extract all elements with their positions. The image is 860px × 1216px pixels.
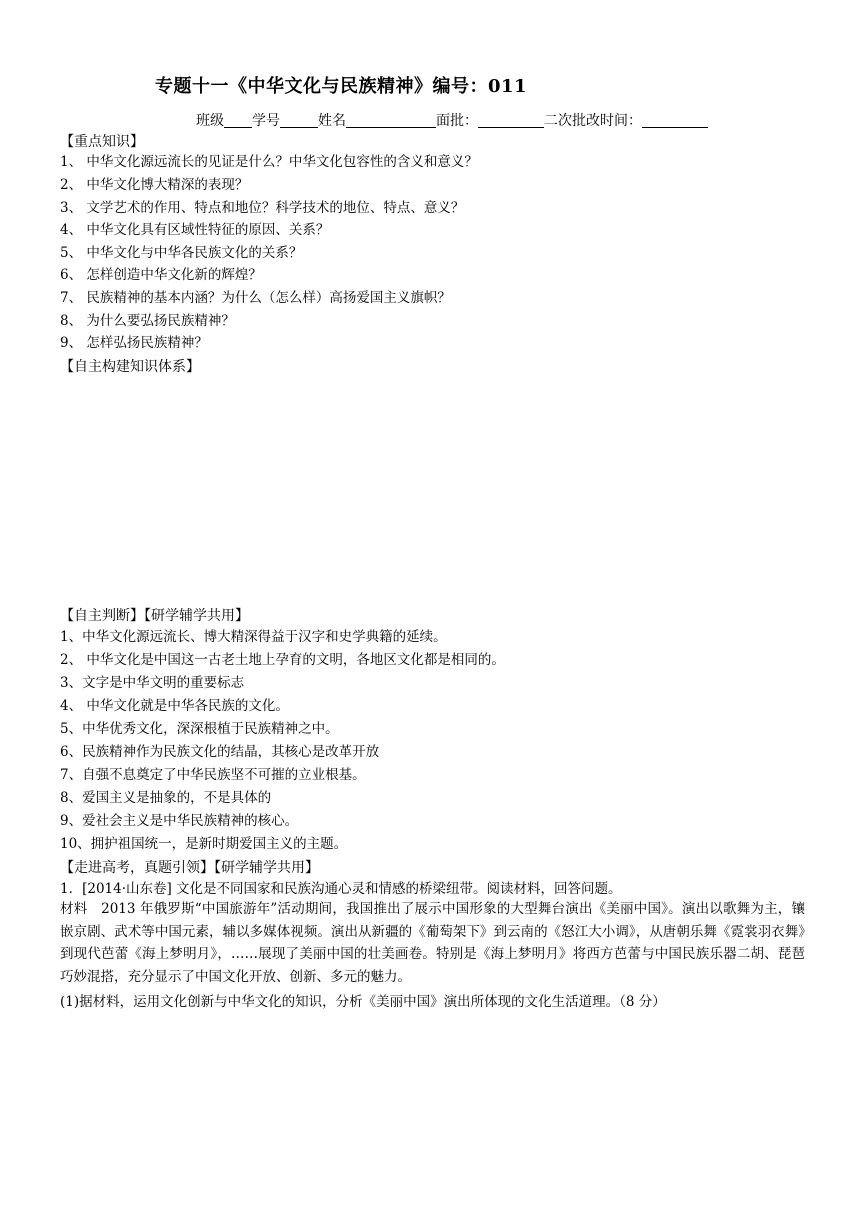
judge-item: 4、 中华文化就是中华各民族的文化。 — [60, 698, 289, 714]
second-review-blank — [642, 113, 708, 128]
review-blank — [478, 113, 544, 128]
key-knowledge-item: 7、 民族精神的基本内涵？为什么（怎么样）高扬爱国主义旗帜？ — [60, 290, 451, 306]
student-info-line — [196, 110, 708, 130]
judge-item: 9、爱社会主义是中华民族精神的核心。 — [60, 813, 299, 829]
key-knowledge-item: 4、 中华文化具有区域性特征的原因、关系？ — [60, 222, 330, 238]
judge-item: 8、爱国主义是抽象的，不是具体的 — [60, 790, 272, 806]
review-label: 面批： — [436, 113, 478, 129]
exam-heading: 【走进高考，真题引领】【研学辅学共用】 — [60, 860, 319, 876]
class-blank — [224, 113, 252, 128]
key-knowledge-item: 6、 怎样创造中华文化新的辉煌？ — [60, 267, 262, 283]
judge-item: 10、拥护祖国统一，是新时期爱国主义的主题。 — [60, 836, 348, 852]
name-label: 姓名 — [318, 113, 346, 129]
class-label: 班级 — [196, 113, 224, 129]
judge-item: 2、 中华文化是中国这一古老土地上孕育的文明，各地区文化都是相同的。 — [60, 652, 505, 668]
judge-item: 5、中华优秀文化，深深根植于民族精神之中。 — [60, 721, 339, 737]
self-build-heading: 【自主构建知识体系】 — [60, 359, 200, 375]
key-knowledge-item: 2、 中华文化博大精深的表现？ — [60, 177, 249, 193]
student-id-blank — [280, 113, 318, 128]
key-knowledge-item: 9、 怎样弘扬民族精神？ — [60, 335, 208, 351]
exam-question-1: 1．[2014·山东卷] 文化是不同国家和民族沟通心灵和情感的桥梁纽带。阅读材料，回答问题。 — [60, 881, 622, 897]
second-review-label: 二次批改时间： — [544, 113, 642, 129]
judge-item: 7、自强不息奠定了中华民族坚不可摧的立业根基。 — [60, 767, 366, 783]
page-title: 专题十一《中华文化与民族精神》编号：011 — [155, 76, 528, 97]
key-knowledge-item: 3、 文学艺术的作用、特点和地位？科学技术的地位、特点、意义？ — [60, 200, 465, 216]
key-knowledge-item: 1、 中华文化源远流长的见证是什么？中华文化包容性的含义和意义？ — [60, 154, 478, 170]
key-knowledge-item: 5、 中华文化与中华各民族文化的关系？ — [60, 245, 303, 261]
self-judge-heading: 【自主判断】【研学辅学共用】 — [60, 608, 249, 624]
judge-item: 1、中华文化源远流长、博大精深得益于汉字和史学典籍的延续。 — [60, 629, 447, 645]
judge-item: 6、民族精神作为民族文化的结晶，其核心是改革开放 — [60, 744, 380, 760]
key-knowledge-item: 8、 为什么要弘扬民族精神？ — [60, 313, 235, 329]
student-id-label: 学号 — [252, 113, 280, 129]
exam-sub-question: (1)据材料，运用文化创新与中华文化的知识，分析《美丽中国》演出所体现的文化生活道理。（8 分） — [60, 994, 666, 1010]
key-knowledge-heading: 【重点知识】 — [60, 134, 144, 150]
name-blank — [346, 113, 436, 128]
exam-material: 材料 2013 年俄罗斯“中国旅游年”活动期间，我国推出了展示中国形象的大型舞台演出《美丽中国》。演出以歌舞为主，镶嵌京剧、武术等中国元素，辅以多媒体视频。演出从新疆的《葡萄架下》到云南的《怒江大小调》，从唐朝乐舞《霓裳羽衣舞》到现代芭蕾《海上梦明月》，……展现了美丽中国的壮美画卷。特别是《海上梦明月》将西方芭蕾与中国民族乐器二胡、琵琶巧妙混搭，充分显示了中国文化开放、创新、多元的魅力。 — [60, 901, 805, 985]
judge-item: 3、文字是中华文明的重要标志 — [60, 675, 245, 691]
